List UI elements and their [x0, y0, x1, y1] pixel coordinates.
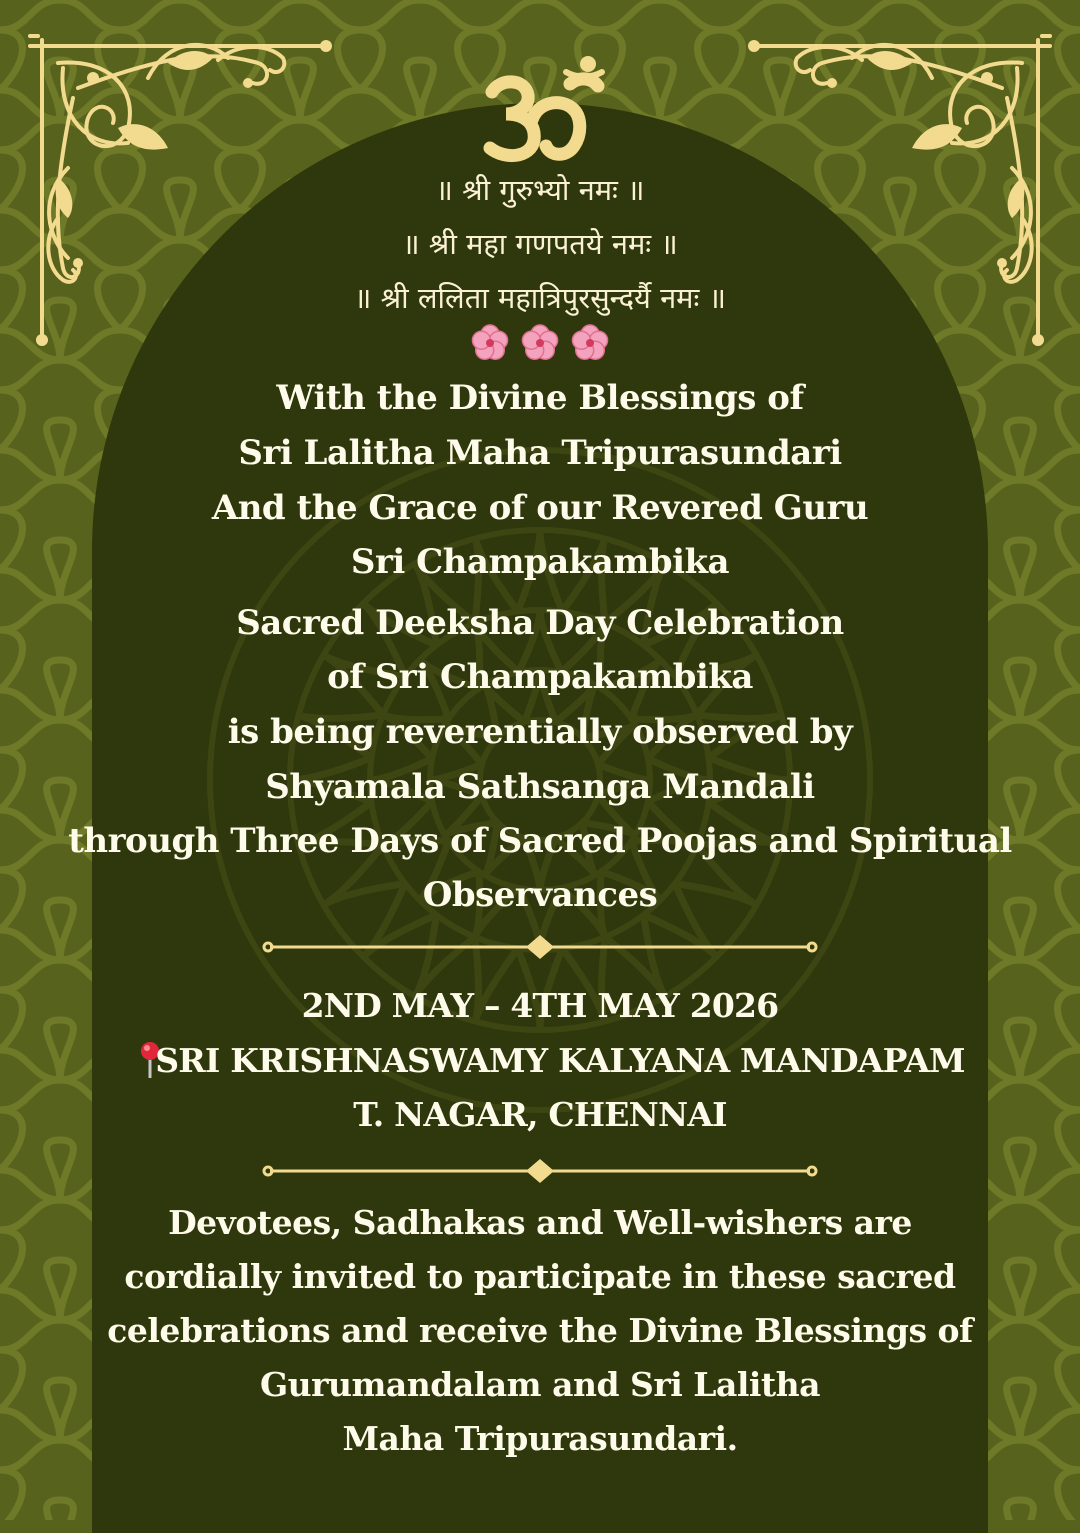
mantra-line: ॥ श्री गुरुभ्यो नमः ॥ [435, 173, 645, 207]
hibiscus-icon [465, 322, 615, 364]
event-dates: 2ND MAY – 4TH MAY 2026 [301, 986, 779, 1025]
mantra-line: ॥ श्री महा गणपतये नमः ॥ [402, 227, 678, 261]
divider-ornament-icon [262, 1159, 818, 1183]
blessing-line: With the Divine Blessings of [276, 378, 804, 418]
blessing-line: Sri Champakambika [350, 542, 730, 582]
blessing-line: Sacred Deeksha Day Celebration [236, 603, 844, 643]
blessing-line: Observances [422, 875, 658, 915]
blessing-line: of Sri Champakambika [327, 657, 753, 697]
blessing-line: is being reverentially observed by [227, 712, 853, 752]
divider-ornament-icon [262, 935, 818, 959]
invitation-line: Gurumandalam and Sri Lalitha [259, 1365, 821, 1404]
invitation-line: celebrations and receive the Divine Blessings of [107, 1311, 973, 1350]
blessing-line: Shyamala Sathsanga Mandali [265, 767, 815, 807]
invitation-line: Maha Tripurasundari. [342, 1419, 738, 1458]
event-venue: SRI KRISHNASWAMY KALYANA MANDAPAM [155, 1041, 965, 1080]
om-symbol-icon [470, 50, 610, 168]
blessing-line: And the Grace of our Revered Guru [211, 488, 869, 528]
mantra-line: ॥ श्री ललिता महात्रिपुरसुन्दर्यै नमः ॥ [354, 281, 726, 315]
invitation-line: Devotees, Sadhakas and Well-wishers are [168, 1203, 912, 1242]
invitation-line: cordially invited to participate in these sacred [124, 1257, 956, 1296]
blessing-line: through Three Days of Sacred Poojas and Spiritual [68, 821, 1012, 861]
blessing-line: Sri Lalitha Maha Tripurasundari [238, 433, 842, 473]
event-city: T. NAGAR, CHENNAI [353, 1095, 727, 1134]
